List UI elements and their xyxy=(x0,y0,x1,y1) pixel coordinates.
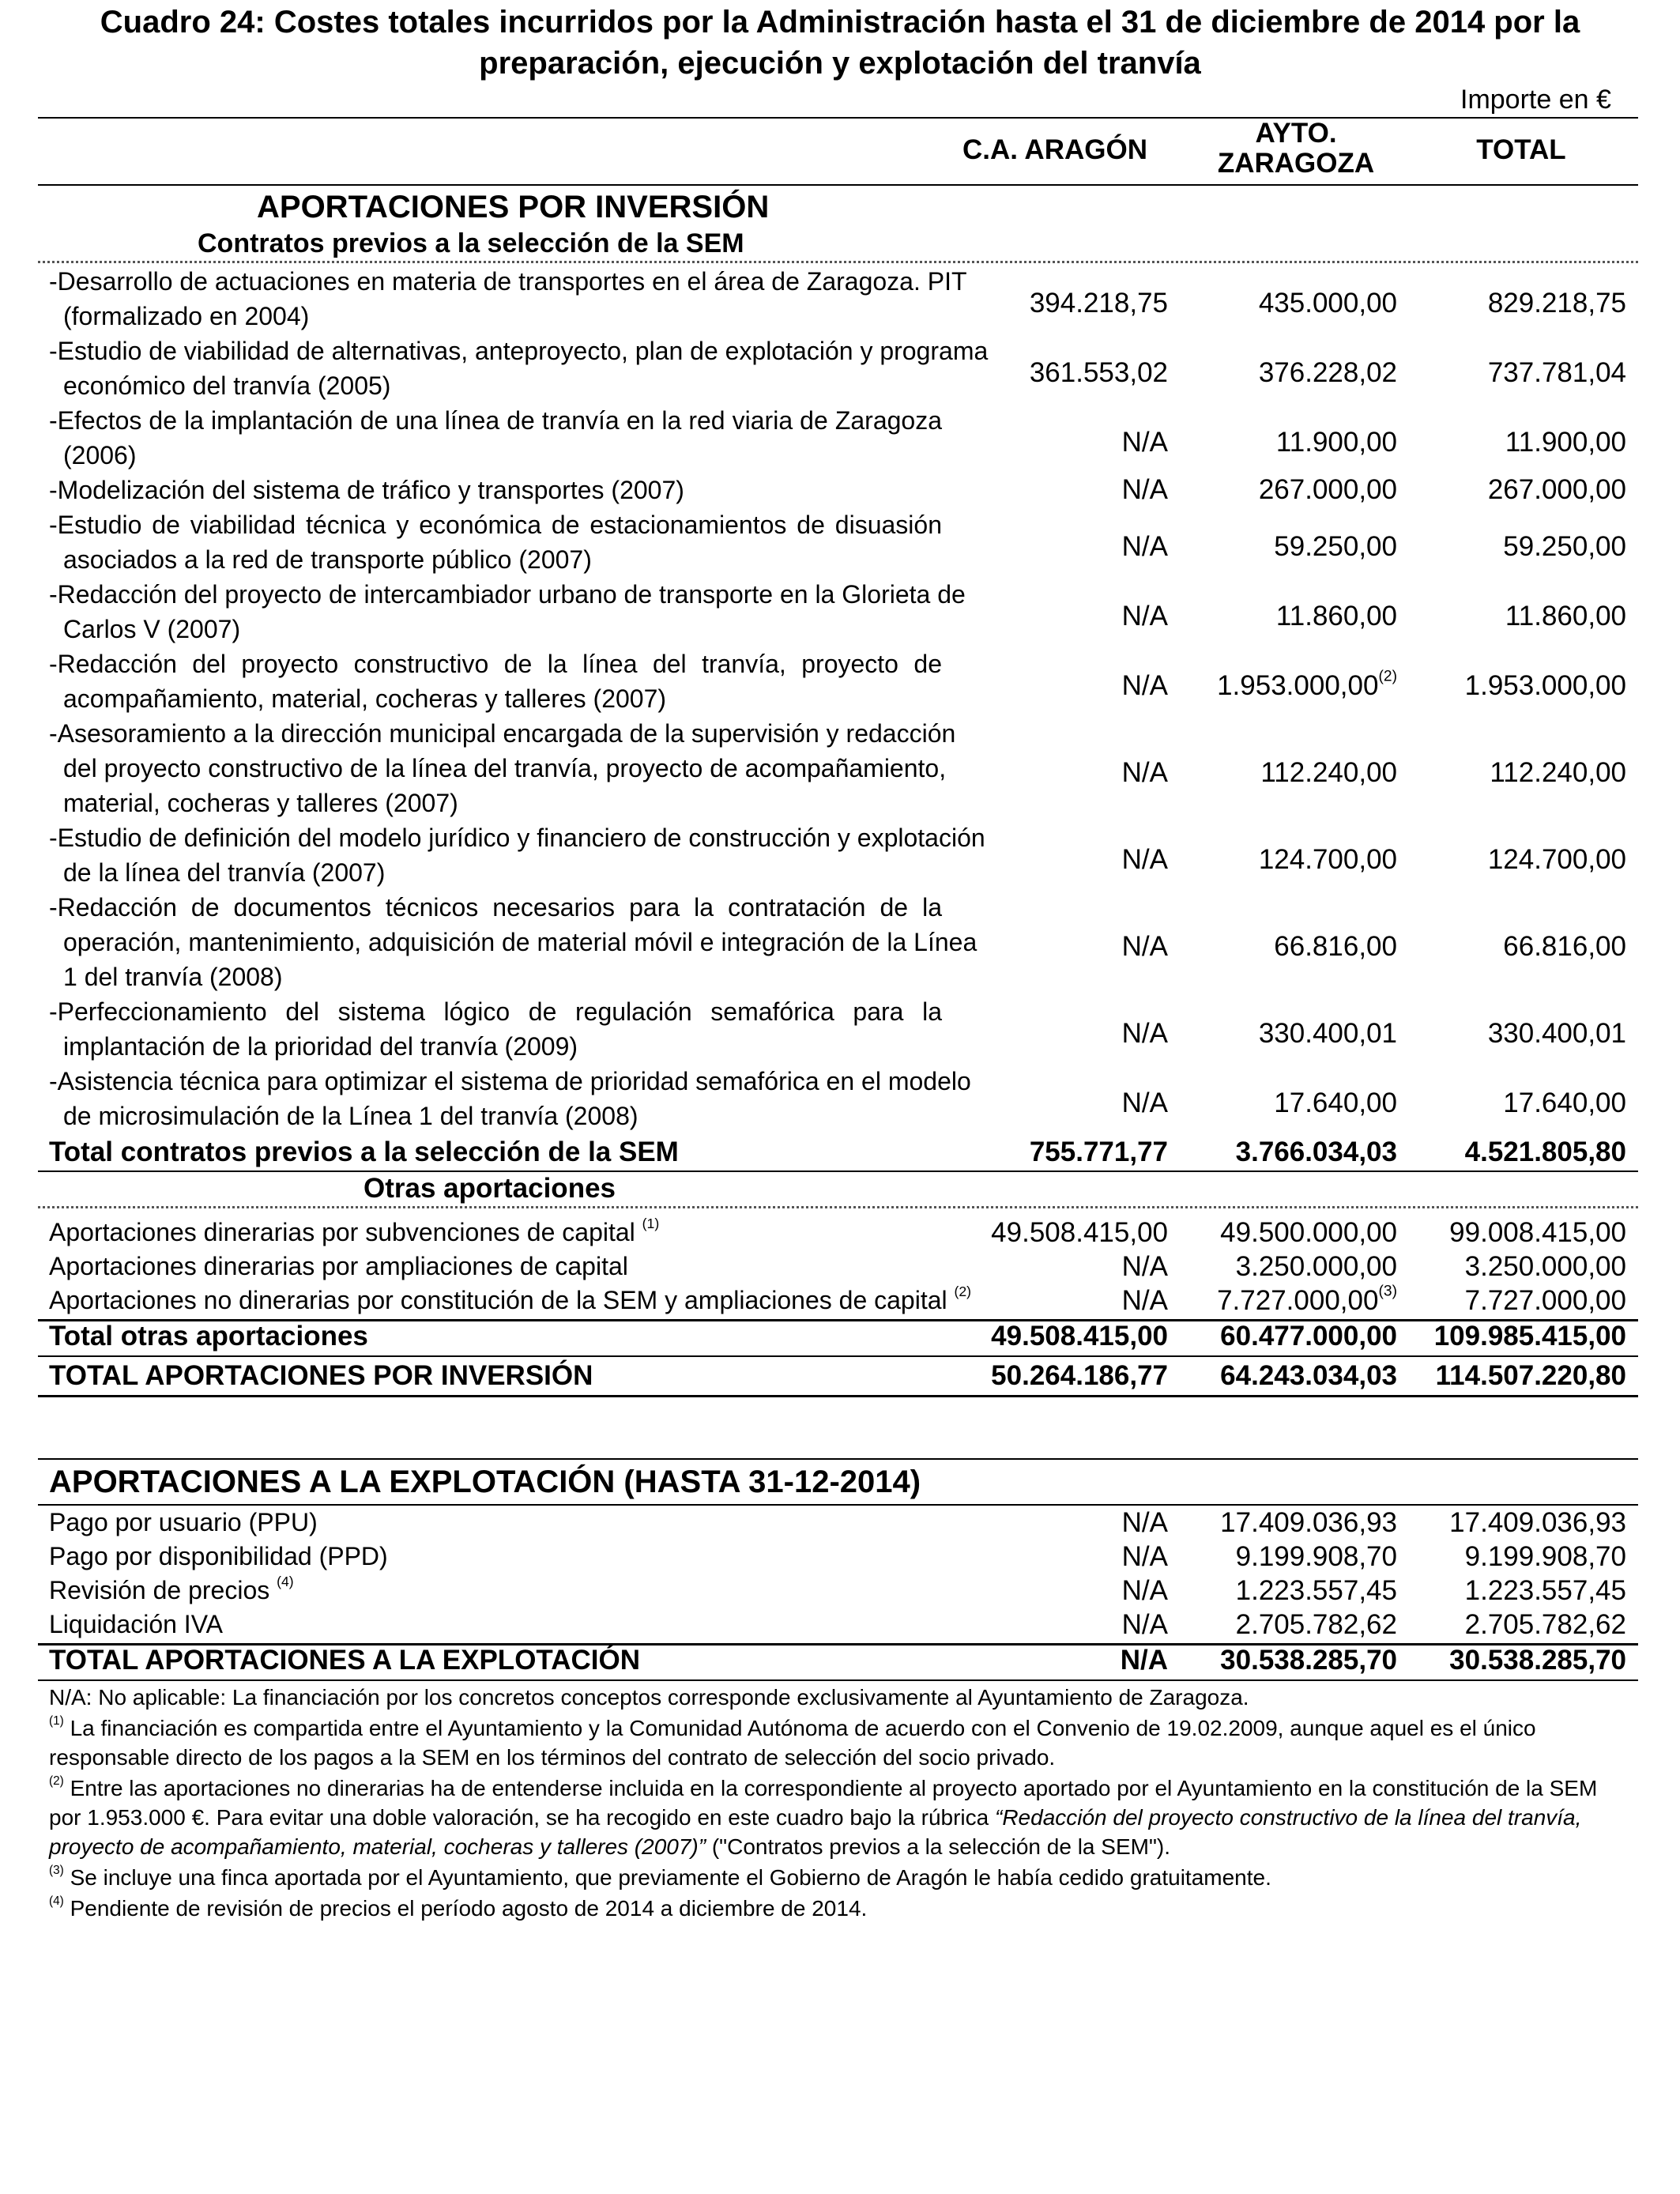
previos-row-1-desc-line-0: -Estudio de viabilidad de alternativas, anteproyecto, plan de explotación y programa xyxy=(49,337,989,365)
previos-row-3-c2-value: 267.000,00 xyxy=(1258,474,1397,505)
explotacion-row-2-c1 xyxy=(931,1574,1168,1608)
table-rule xyxy=(38,1395,1638,1397)
footnote-2 xyxy=(49,1774,1629,1861)
otras-row-0-c3 xyxy=(1389,1216,1626,1250)
total-previos-c2-value: 3.766.034,03 xyxy=(1235,1137,1397,1167)
otras-row-0-c1-value: 49.508.415,00 xyxy=(991,1217,1168,1248)
explotacion-row-2-label xyxy=(49,1574,294,1608)
previos-row-6-c1-value: N/A xyxy=(1121,670,1168,701)
previos-row-11-c3-value: 17.640,00 xyxy=(1503,1088,1626,1118)
previos-row-1-c3-value: 737.781,04 xyxy=(1487,357,1626,388)
previos-row-1-c3 xyxy=(1389,356,1626,390)
col-header-aragon: C.A. ARAGÓN xyxy=(962,134,1147,165)
footnote-4-mark: (4) xyxy=(49,1894,64,1909)
previos-row-6-c3-value: 1.953.000,00 xyxy=(1464,670,1626,701)
total-inversion-c1 xyxy=(931,1359,1168,1393)
previos-row-8-c2 xyxy=(1160,843,1397,877)
footnote-4-text: Pendiente de revisión de precios el período agosto de 2014 a diciembre de 2014. xyxy=(70,1896,868,1921)
otras-row-1-c3 xyxy=(1389,1250,1626,1284)
total-inversion-label: TOTAL APORTACIONES POR INVERSIÓN xyxy=(49,1360,593,1391)
previos-row-0-desc-line-1: (formalizado en 2004) xyxy=(63,302,310,330)
previos-row-0-c3 xyxy=(1389,286,1626,321)
previos-row-2-c3 xyxy=(1389,425,1626,460)
previos-row-6-desc-line-0: -Redacción del proyecto constructivo de la línea del tranvía, proyecto de xyxy=(49,650,942,678)
otras-row-0-c1 xyxy=(931,1216,1168,1250)
previos-row-2-c3-value: 11.900,00 xyxy=(1505,427,1626,458)
explotacion-row-3-label xyxy=(49,1608,223,1642)
previos-row-6-c2-footnote-mark: (2) xyxy=(1378,668,1397,685)
previos-row-2-desc-line-0: -Efectos de la implantación de una línea de tranvía en la red viaria de Zaragoza xyxy=(49,406,942,435)
otras-row-2-c2-value: 7.727.000,00 xyxy=(1217,1285,1379,1316)
otras-row-2-c2 xyxy=(1160,1284,1397,1318)
previos-row-7-c1-value: N/A xyxy=(1121,757,1168,788)
previos-row-2-c2 xyxy=(1160,425,1397,460)
previos-row-10-c2-value: 330.400,01 xyxy=(1258,1018,1397,1049)
previos-row-6-c1 xyxy=(931,669,1168,703)
otras-row-2-c3-value: 7.727.000,00 xyxy=(1464,1285,1626,1316)
footnote-2-italic: “Redacción del proyecto constructivo de la línea del tranvía, proyecto de acompañamiento, material, cocheras y talleres (2007)” xyxy=(49,1805,1582,1859)
explotacion-row-2-c2 xyxy=(1160,1574,1397,1608)
previos-row-4-c2-value: 59.250,00 xyxy=(1274,531,1397,562)
previos-row-7-c2-value: 112.240,00 xyxy=(1260,757,1397,788)
header-bottom-rule xyxy=(38,184,1638,186)
previos-row-3-c1 xyxy=(931,473,1168,507)
previos-row-2-c1 xyxy=(931,425,1168,460)
previos-row-3-c3 xyxy=(1389,473,1626,507)
previos-row-3-c1-value: N/A xyxy=(1121,474,1168,505)
otras-row-1-c1 xyxy=(931,1250,1168,1284)
previos-row-6-desc-line-1: acompañamiento, material, cocheras y talleres (2007) xyxy=(63,684,667,713)
previos-row-8-c2-value: 124.700,00 xyxy=(1258,844,1397,875)
otras-row-2-c3 xyxy=(1389,1284,1626,1318)
previos-row-0-c2 xyxy=(1160,286,1397,321)
total-previos-label: Total contratos previos a la selección de la SEM xyxy=(49,1137,679,1167)
table-rule xyxy=(38,1355,1638,1357)
total-previos-c3-value: 4.521.805,80 xyxy=(1464,1137,1626,1167)
previos-row-3-c2 xyxy=(1160,473,1397,507)
otras-row-1-c3-value: 3.250.000,00 xyxy=(1464,1251,1626,1282)
previos-row-11-c1 xyxy=(931,1086,1168,1121)
explotacion-row-2-footnote-mark: (4) xyxy=(277,1574,294,1590)
previos-row-9-c3 xyxy=(1389,929,1626,964)
previos-row-9-desc-line-0: -Redacción de documentos técnicos necesarios para la contratación de la xyxy=(49,893,942,922)
table-title-line2: preparación, ejecución y explotación del tranvía xyxy=(479,46,1201,81)
previos-row-1-c1-value: 361.553,02 xyxy=(1029,357,1168,388)
explotacion-row-0-c3 xyxy=(1389,1506,1626,1540)
otras-row-0-c2-value: 49.500.000,00 xyxy=(1220,1217,1397,1248)
previos-row-8-desc-line-1: de la línea del tranvía (2007) xyxy=(63,858,386,887)
previos-row-5-c1-value: N/A xyxy=(1121,601,1168,631)
footnotes xyxy=(49,1683,1629,1924)
footnote-1 xyxy=(49,1713,1629,1772)
previos-row-5-c3-value: 11.860,00 xyxy=(1505,601,1626,631)
explotacion-row-0-c2 xyxy=(1160,1506,1397,1540)
otras-row-0-footnote-mark: (1) xyxy=(642,1216,660,1232)
previos-row-1-c2 xyxy=(1160,356,1397,390)
col-header-ayto-line2: ZARAGOZA xyxy=(1217,148,1375,179)
otras-row-0-c2 xyxy=(1160,1216,1397,1250)
total-inversion-c2-value: 64.243.034,03 xyxy=(1220,1360,1397,1391)
dotted-rule xyxy=(38,261,1638,263)
previos-row-4-c2 xyxy=(1160,530,1397,564)
previos-row-4-c3-value: 59.250,00 xyxy=(1503,531,1626,562)
total-inversion-c2 xyxy=(1160,1359,1397,1393)
previos-row-4-c1-value: N/A xyxy=(1121,531,1168,562)
previos-row-9-c2-value: 66.816,00 xyxy=(1274,931,1397,962)
otras-row-1-label xyxy=(49,1250,628,1284)
section-explotacion-title: APORTACIONES A LA EXPLOTACIÓN (HASTA 31-12-2014) xyxy=(49,1465,921,1499)
total-otras-c3 xyxy=(1389,1319,1626,1354)
explotacion-row-3-c1-value: N/A xyxy=(1121,1609,1168,1640)
previos-row-5-c2-value: 11.860,00 xyxy=(1275,601,1397,631)
previos-row-8-c3-value: 124.700,00 xyxy=(1487,844,1626,875)
subsection-otras-title: Otras aportaciones xyxy=(363,1173,616,1204)
previos-row-8-c3 xyxy=(1389,843,1626,877)
previos-row-10-desc-line-0: -Perfeccionamiento del sistema lógico de regulación semafórica para la xyxy=(49,997,942,1026)
previos-row-6-c3 xyxy=(1389,669,1626,703)
otras-row-0-label xyxy=(49,1216,659,1250)
previos-row-9-c2 xyxy=(1160,929,1397,964)
explotacion-row-1-c1-value: N/A xyxy=(1121,1541,1168,1572)
explotacion-row-1-label xyxy=(49,1540,388,1574)
previos-row-5-c3 xyxy=(1389,599,1626,634)
explotacion-row-3-c1 xyxy=(931,1608,1168,1642)
dotted-rule xyxy=(38,1206,1638,1208)
total-explotacion-label: TOTAL APORTACIONES A LA EXPLOTACIÓN xyxy=(49,1645,640,1676)
otras-row-1-c2-value: 3.250.000,00 xyxy=(1235,1251,1397,1282)
table-rule xyxy=(38,1171,1638,1172)
previos-row-3-desc-line-0: -Modelización del sistema de tráfico y transportes (2007) xyxy=(49,476,684,504)
previos-row-7-c3-value: 112.240,00 xyxy=(1490,757,1626,788)
footnote-na: N/A: No aplicable: La financiación por los concretos conceptos corresponde exclusivamente al Ayuntamiento de Zaragoza. xyxy=(49,1685,1249,1710)
previos-row-11-c3 xyxy=(1389,1086,1626,1121)
previos-row-7-c3 xyxy=(1389,756,1626,790)
previos-row-0-c2-value: 435.000,00 xyxy=(1258,288,1397,319)
total-previos-c1-value: 755.771,77 xyxy=(1029,1137,1168,1167)
units-label: Importe en € xyxy=(1460,85,1611,115)
previos-row-10-c1 xyxy=(931,1016,1168,1051)
explotacion-row-2-c1-value: N/A xyxy=(1121,1575,1168,1606)
previos-row-7-desc-line-2: material, cocheras y talleres (2007) xyxy=(63,789,458,817)
explotacion-row-1-c2 xyxy=(1160,1540,1397,1574)
col-header-total: TOTAL xyxy=(1476,134,1566,165)
total-previos-c3 xyxy=(1389,1135,1626,1170)
previos-row-6-c2 xyxy=(1160,669,1397,703)
previos-row-10-c3-value: 330.400,01 xyxy=(1487,1018,1626,1049)
explotacion-row-3-c3 xyxy=(1389,1608,1626,1642)
previos-row-4-desc-line-0: -Estudio de viabilidad técnica y económica de estacionamientos de disuasión xyxy=(49,511,942,539)
otras-row-0-label-text: Aportaciones dinerarias por subvenciones de capital xyxy=(49,1218,635,1246)
total-previos-c1 xyxy=(931,1135,1168,1170)
explotacion-row-2-c3-value: 1.223.557,45 xyxy=(1464,1575,1626,1606)
explotacion-row-0-label-text: Pago por usuario (PPU) xyxy=(49,1508,318,1536)
previos-row-1-desc-line-1: económico del tranvía (2005) xyxy=(63,371,391,400)
explotacion-row-2-label-text: Revisión de precios xyxy=(49,1576,270,1604)
total-explotacion-c3-value: 30.538.285,70 xyxy=(1449,1645,1626,1676)
previos-row-5-desc-line-1: Carlos V (2007) xyxy=(63,615,241,643)
explotacion-row-0-c1 xyxy=(931,1506,1168,1540)
previos-row-4-c1 xyxy=(931,530,1168,564)
previos-row-2-c2-value: 11.900,00 xyxy=(1275,427,1397,458)
section-inversion-title: APORTACIONES POR INVERSIÓN xyxy=(257,190,770,224)
explotacion-row-1-c2-value: 9.199.908,70 xyxy=(1235,1541,1397,1572)
otras-row-2-label-text: Aportaciones no dinerarias por constitución de la SEM y ampliaciones de capital xyxy=(49,1286,947,1314)
total-otras-c2 xyxy=(1160,1319,1397,1354)
previos-row-0-c3-value: 829.218,75 xyxy=(1487,288,1626,319)
footnote-3-text: Se incluye una finca aportada por el Ayuntamiento, que previamente el Gobierno de Aragón le había cedido gratuitamente. xyxy=(70,1865,1271,1890)
otras-row-1-c1-value: N/A xyxy=(1121,1251,1168,1282)
previos-row-2-c1-value: N/A xyxy=(1121,427,1168,458)
previos-row-0-c1 xyxy=(931,286,1168,321)
previos-row-7-desc-line-0: -Asesoramiento a la dirección municipal encargada de la supervisión y redacción xyxy=(49,719,956,748)
total-otras-c3-value: 109.985.415,00 xyxy=(1433,1321,1626,1351)
footnote-1-text: La financiación es compartida entre el Ayuntamiento y la Comunidad Autónoma de acuerdo con el Convenio de 19.02.2009, aunque aquel es el único responsable directo de los pagos a la SEM en los términos del contrato de selección del socio privado. xyxy=(49,1716,1536,1770)
total-inversion-c3 xyxy=(1389,1359,1626,1393)
previos-row-9-c1 xyxy=(931,929,1168,964)
previos-row-4-c3 xyxy=(1389,530,1626,564)
otras-row-0-c3-value: 99.008.415,00 xyxy=(1449,1217,1626,1248)
previos-row-10-c2 xyxy=(1160,1016,1397,1051)
explotacion-row-2-c2-value: 1.223.557,45 xyxy=(1235,1575,1397,1606)
previos-row-0-desc-line-0: -Desarrollo de actuaciones en materia de transportes en el área de Zaragoza. PIT xyxy=(49,267,967,296)
previos-row-2-desc-line-1: (2006) xyxy=(63,441,137,469)
footnote-4 xyxy=(49,1894,1629,1923)
explotacion-row-0-label xyxy=(49,1506,318,1540)
previos-row-11-c2 xyxy=(1160,1086,1397,1121)
otras-row-2-label xyxy=(49,1284,971,1318)
otras-row-2-c1 xyxy=(931,1284,1168,1318)
explotacion-row-3-c3-value: 2.705.782,62 xyxy=(1464,1609,1626,1640)
explotacion-row-0-c3-value: 17.409.036,93 xyxy=(1449,1507,1626,1538)
previos-row-7-c2 xyxy=(1160,756,1397,790)
table-rule xyxy=(38,1679,1638,1681)
previos-row-0-c1-value: 394.218,75 xyxy=(1029,288,1168,319)
previos-row-8-desc-line-0: -Estudio de definición del modelo jurídico y financiero de construcción y explotación xyxy=(49,824,985,852)
previos-row-3-c3-value: 267.000,00 xyxy=(1487,474,1626,505)
footnote-2-text-a: Entre las aportaciones no dinerarias ha de entenderse incluida en la correspondiente al proyecto aportado por el Ayuntamiento en la constitución de la SEM por 1.953.000 €. Para evitar una doble valoración, se ha recogido en este cuadro bajo la rúbrica xyxy=(49,1776,1598,1830)
previos-row-8-c1-value: N/A xyxy=(1121,844,1168,875)
subsection-previos-title: Contratos previos a la selección de la SEM xyxy=(198,228,744,258)
previos-row-9-desc-line-1: operación, mantenimiento, adquisición de material móvil e integración de la Línea xyxy=(63,928,977,956)
previos-row-9-c3-value: 66.816,00 xyxy=(1503,931,1626,962)
total-otras-label: Total otras aportaciones xyxy=(49,1321,368,1351)
previos-row-10-c3 xyxy=(1389,1016,1626,1051)
total-inversion-c1-value: 50.264.186,77 xyxy=(991,1360,1168,1391)
previos-row-1-c1 xyxy=(931,356,1168,390)
explotacion-row-1-c3-value: 9.199.908,70 xyxy=(1464,1541,1626,1572)
previos-row-5-desc-line-0: -Redacción del proyecto de intercambiador urbano de transporte en la Glorieta de xyxy=(49,580,966,609)
total-otras-c2-value: 60.477.000,00 xyxy=(1220,1321,1397,1351)
footnote-2-mark: (2) xyxy=(49,1774,64,1789)
previos-row-6-c2-value: 1.953.000,00 xyxy=(1217,670,1379,701)
explotacion-row-1-c1 xyxy=(931,1540,1168,1574)
previos-row-11-c1-value: N/A xyxy=(1121,1088,1168,1118)
total-explotacion-c2 xyxy=(1160,1643,1397,1678)
table-title-line1: Cuadro 24: Costes totales incurridos por la Administración hasta el 31 de diciembre de 2014 por la xyxy=(100,5,1580,40)
otras-row-1-label-text: Aportaciones dinerarias por ampliaciones de capital xyxy=(49,1252,628,1280)
total-explotacion-c1-value: N/A xyxy=(1120,1645,1168,1676)
total-previos-c2 xyxy=(1160,1135,1397,1170)
explotacion-row-0-c1-value: N/A xyxy=(1121,1507,1168,1538)
explotacion-row-3-label-text: Liquidación IVA xyxy=(49,1610,223,1638)
otras-row-2-c1-value: N/A xyxy=(1121,1285,1168,1316)
explotacion-row-3-c2-value: 2.705.782,62 xyxy=(1235,1609,1397,1640)
total-inversion-c3-value: 114.507.220,80 xyxy=(1435,1360,1626,1391)
otras-row-2-footnote-mark: (2) xyxy=(954,1284,972,1300)
previos-row-9-c1-value: N/A xyxy=(1121,931,1168,962)
explotacion-row-1-label-text: Pago por disponibilidad (PPD) xyxy=(49,1542,388,1570)
footnote-3-mark: (3) xyxy=(49,1864,64,1878)
previos-row-5-c2 xyxy=(1160,599,1397,634)
previos-row-10-desc-line-1: implantación de la prioridad del tranvía (2009) xyxy=(63,1032,578,1061)
previos-row-1-c2-value: 376.228,02 xyxy=(1258,357,1397,388)
previos-row-11-desc-line-0: -Asistencia técnica para optimizar el sistema de prioridad semafórica en el modelo xyxy=(49,1067,971,1095)
footnote-2-text-b: ("Contratos previos a la selección de la SEM"). xyxy=(706,1834,1170,1859)
explotacion-row-0-c2-value: 17.409.036,93 xyxy=(1220,1507,1397,1538)
previos-row-11-c2-value: 17.640,00 xyxy=(1274,1088,1397,1118)
otras-row-2-c2-footnote-mark: (3) xyxy=(1378,1283,1397,1300)
total-explotacion-c3 xyxy=(1389,1643,1626,1678)
total-explotacion-c1 xyxy=(931,1643,1168,1678)
explotacion-row-2-c3 xyxy=(1389,1574,1626,1608)
col-header-ayto-line1: AYTO. xyxy=(1255,118,1337,149)
explotacion-row-3-c2 xyxy=(1160,1608,1397,1642)
footnote-3 xyxy=(49,1863,1629,1892)
table-rule xyxy=(38,1458,1638,1460)
otras-row-1-c2 xyxy=(1160,1250,1397,1284)
previos-row-9-desc-line-2: 1 del tranvía (2008) xyxy=(63,963,283,991)
total-explotacion-c2-value: 30.538.285,70 xyxy=(1220,1645,1397,1676)
previos-row-5-c1 xyxy=(931,599,1168,634)
previos-row-10-c1-value: N/A xyxy=(1121,1018,1168,1049)
explotacion-row-1-c3 xyxy=(1389,1540,1626,1574)
previos-row-4-desc-line-1: asociados a la red de transporte público (2007) xyxy=(63,545,592,574)
previos-row-11-desc-line-1: de microsimulación de la Línea 1 del tranvía (2008) xyxy=(63,1102,638,1130)
previos-row-7-c1 xyxy=(931,756,1168,790)
total-otras-c1-value: 49.508.415,00 xyxy=(991,1321,1168,1351)
total-otras-c1 xyxy=(931,1319,1168,1354)
previos-row-7-desc-line-1: del proyecto constructivo de la línea del tranvía, proyecto de acompañamiento, xyxy=(63,754,947,782)
col-header-ayto xyxy=(1185,119,1407,179)
footnote-1-mark: (1) xyxy=(49,1714,64,1728)
previos-row-8-c1 xyxy=(931,843,1168,877)
